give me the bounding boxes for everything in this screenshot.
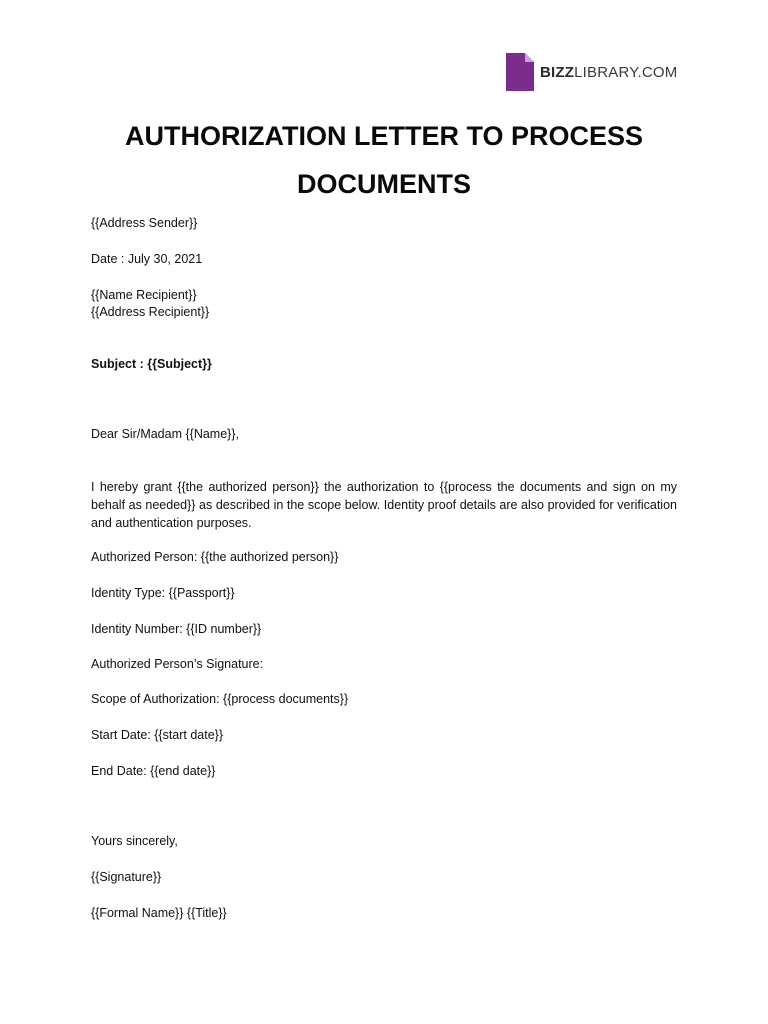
brand-name <box>540 64 678 81</box>
document-icon <box>506 53 534 91</box>
brand-name-rest: LIBRARY.COM <box>574 63 678 81</box>
letter-date: Date : July 30, 2021 <box>91 252 203 266</box>
scope-of-authorization: Scope of Authorization: {{process documents}} <box>91 692 349 706</box>
brand-logo <box>506 53 678 91</box>
authorized-person: Authorized Person: {{the authorized person}} <box>91 550 339 564</box>
address-sender: {{Address Sender}} <box>91 216 198 230</box>
signature: {{Signature}} <box>91 870 162 884</box>
title-line-1: AUTHORIZATION LETTER TO PROCESS <box>124 121 643 151</box>
address-recipient: {{Address Recipient}} <box>91 305 210 319</box>
authorized-signature: Authorized Person’s Signature: <box>91 657 264 671</box>
identity-type: Identity Type: {{Passport}} <box>91 586 235 600</box>
start-date: Start Date: {{start date}} <box>91 728 224 742</box>
subject-label: Subject : <box>91 357 144 371</box>
subject-value: {{Subject}} <box>147 357 212 371</box>
letter-body: I hereby grant {{the authorized person}} the authorization to {{process the documents and sign on my behalf as needed}} as described in the scope below. Identity proof details are also provided for verification and authentication purposes. <box>91 480 677 530</box>
closing: Yours sincerely, <box>91 834 178 848</box>
salutation: Dear Sir/Madam {{Name}}, <box>91 427 239 441</box>
formal-name-title: {{Formal Name}} {{Title}} <box>91 906 227 920</box>
title-line-2: DOCUMENTS <box>297 169 471 199</box>
end-date: End Date: {{end date}} <box>91 764 216 778</box>
name-recipient: {{Name Recipient}} <box>91 288 197 302</box>
brand-name-bold: BIZZ <box>540 63 575 81</box>
identity-number: Identity Number: {{ID number}} <box>91 622 262 636</box>
subject-line <box>91 356 212 373</box>
page-title <box>90 112 678 208</box>
